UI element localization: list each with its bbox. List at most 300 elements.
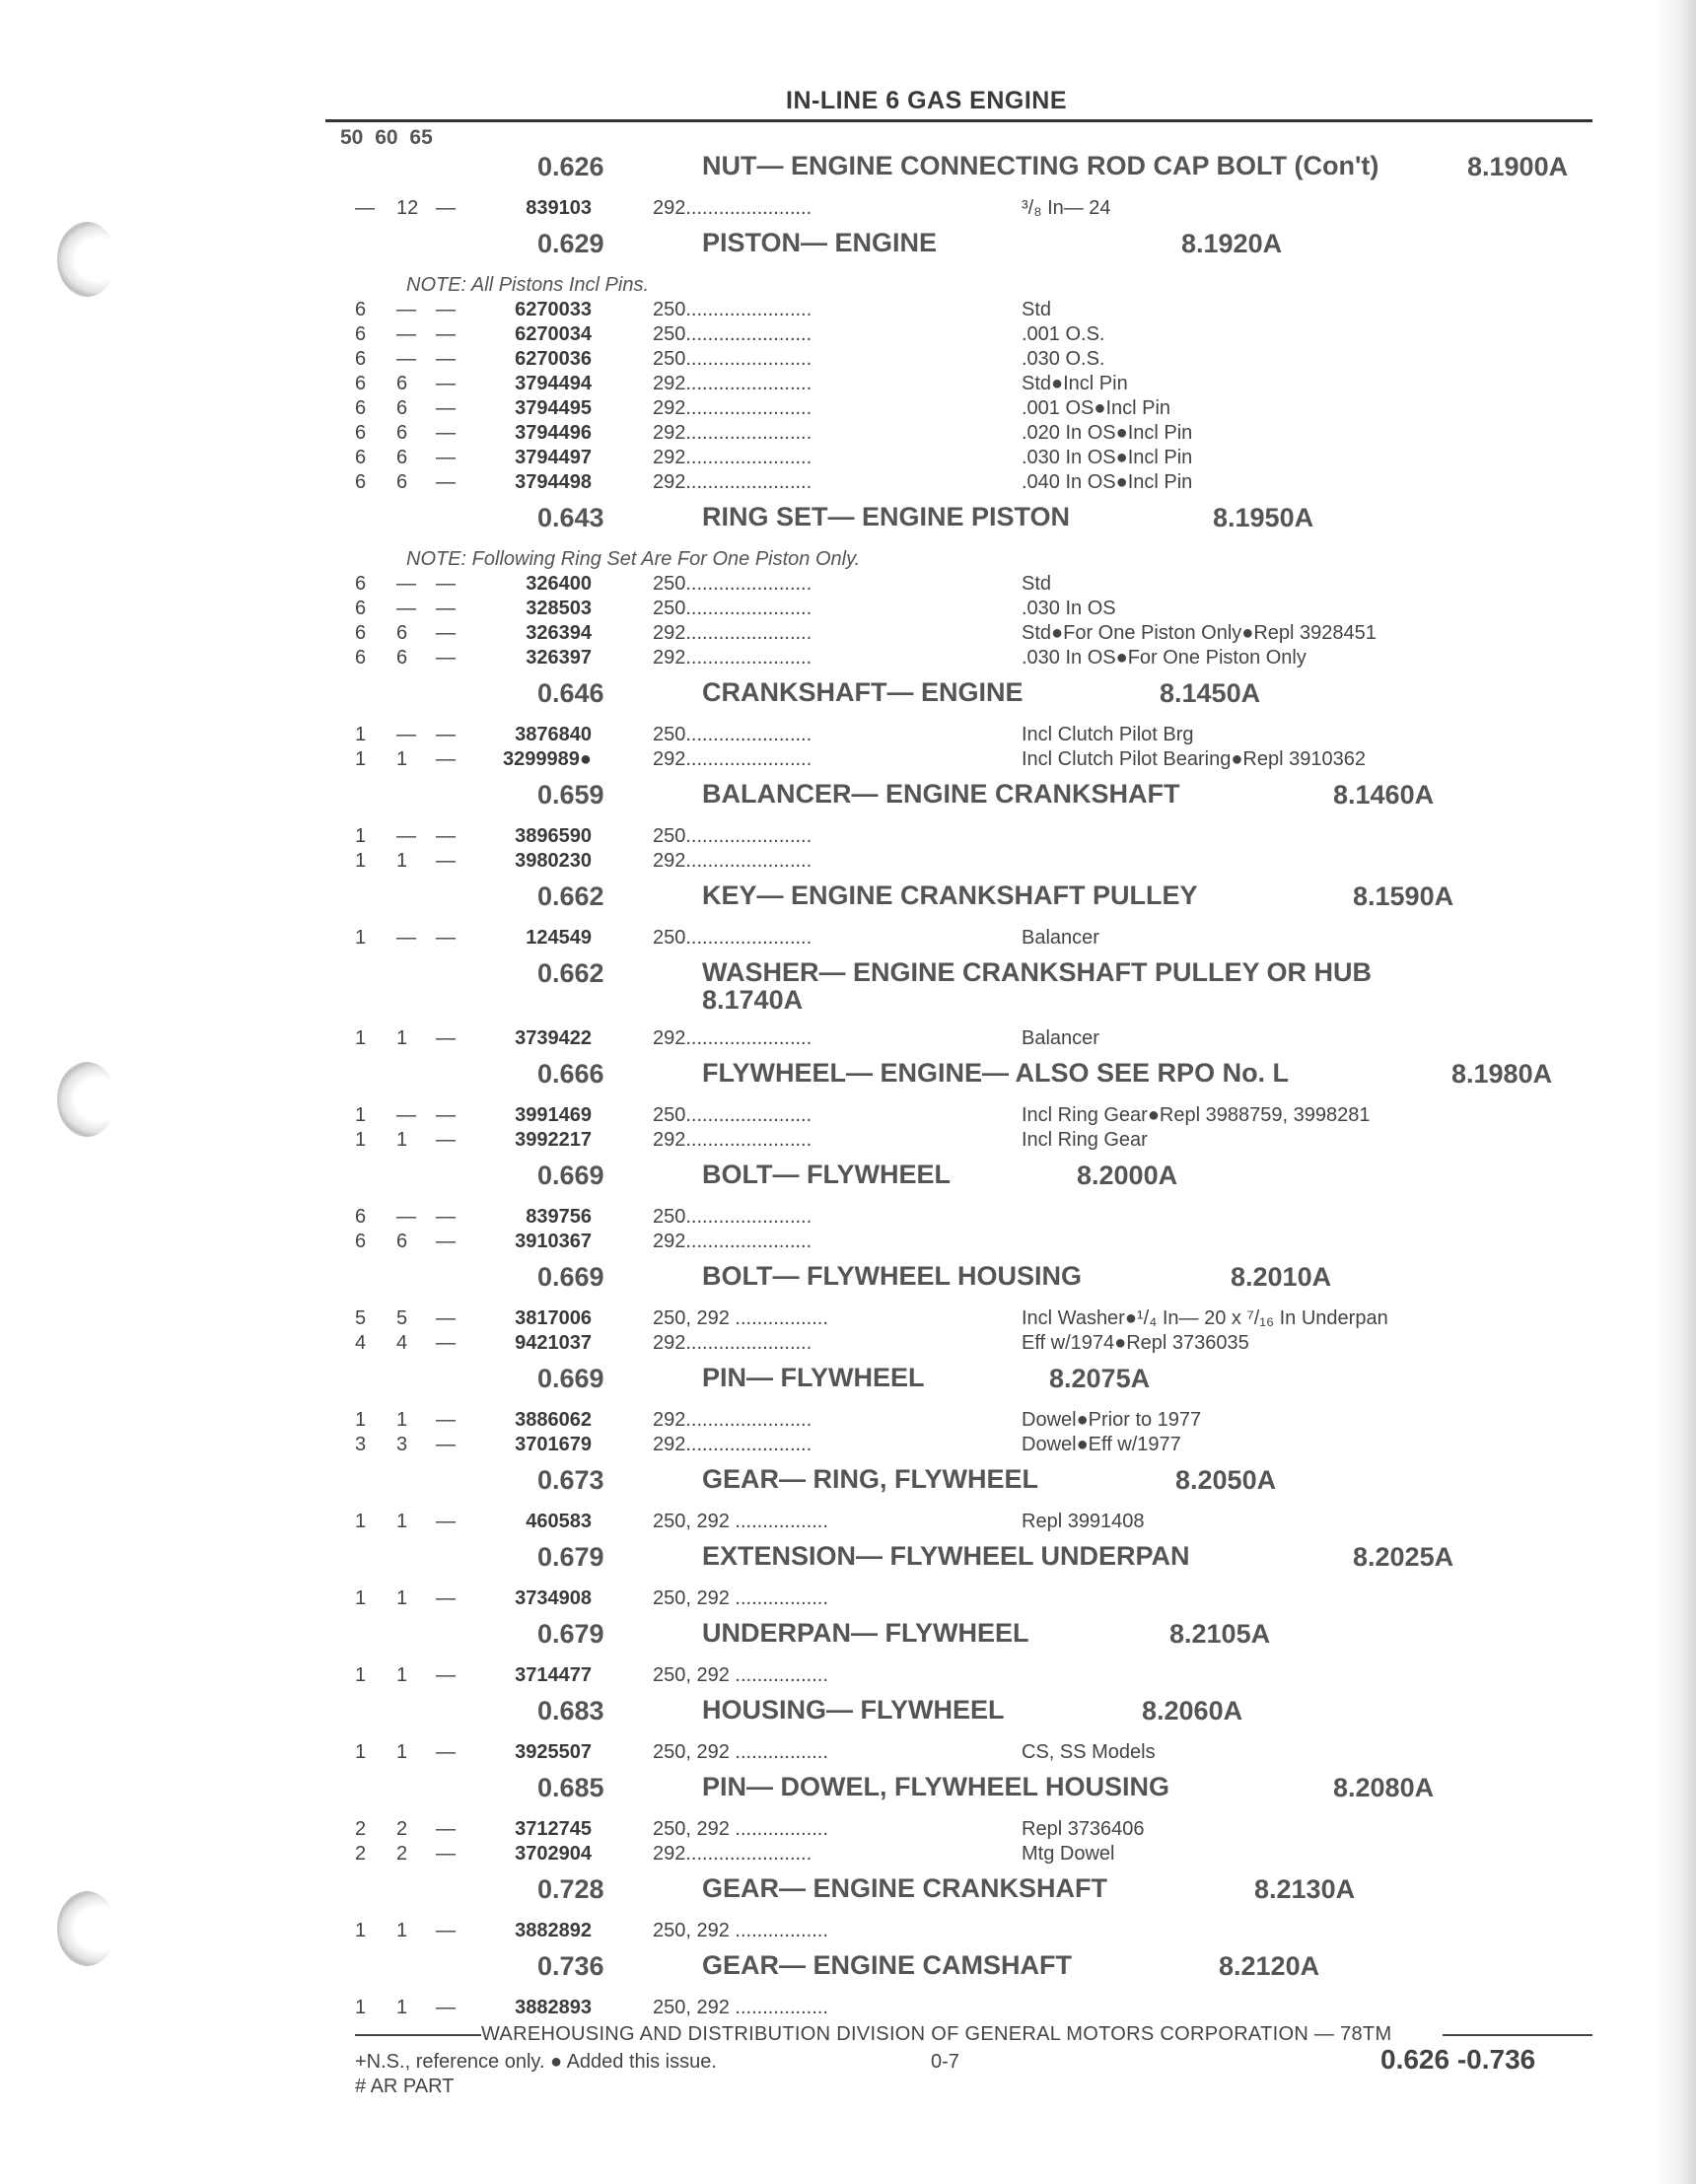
engine-codes: 292....................... <box>653 1231 813 1252</box>
section-code: 0.683 <box>537 1696 604 1726</box>
qty-65: — <box>436 1664 456 1686</box>
section-header <box>0 776 1696 825</box>
engine-codes: 292....................... <box>653 1434 813 1455</box>
engine-codes: 292....................... <box>653 647 813 669</box>
section-ref: 8.2060A <box>1142 1696 1243 1726</box>
part-description: Incl Clutch Pilot Bearing●Repl 3910362 <box>1022 748 1366 770</box>
qty-60: 1 <box>396 748 408 770</box>
qty-65: — <box>436 1997 456 2018</box>
part-description: Incl Ring Gear <box>1022 1129 1148 1151</box>
qty-50: 6 <box>355 647 367 669</box>
engine-codes: 292....................... <box>653 197 813 219</box>
part-number: 3876840 <box>515 724 592 745</box>
section-code: 0.728 <box>537 1874 604 1904</box>
engine-codes: 250....................... <box>653 724 813 745</box>
qty-65: — <box>436 471 456 493</box>
page-number: 0-7 <box>931 2051 959 2073</box>
part-row <box>0 825 1696 850</box>
page-range: 0.626 -0.736 <box>1380 2044 1536 2075</box>
part-row <box>0 1434 1696 1458</box>
section-code: 0.643 <box>537 503 604 532</box>
engine-codes: 250, 292 ................. <box>653 1997 828 2018</box>
engine-codes: 292....................... <box>653 1332 813 1354</box>
qty-60: 5 <box>396 1307 408 1329</box>
engine-codes: 250, 292 ................. <box>653 1587 828 1609</box>
section-header <box>0 878 1696 927</box>
section-title: EXTENSION— FLYWHEEL UNDERPAN <box>702 1541 1190 1571</box>
section-ref: 8.1950A <box>1213 503 1314 532</box>
part-number: 3980230 <box>515 850 592 872</box>
section-code: 0.629 <box>537 229 604 258</box>
part-row <box>0 647 1696 671</box>
engine-codes: 292....................... <box>653 447 813 468</box>
qty-65: — <box>436 197 456 219</box>
qty-50: 1 <box>355 825 367 847</box>
qty-50: 2 <box>355 1843 367 1865</box>
section-code: 0.646 <box>537 678 604 708</box>
section-note: NOTE: All Pistons Incl Pins. <box>406 274 649 296</box>
part-description: .030 O.S. <box>1022 348 1105 370</box>
part-number: 3714477 <box>515 1664 592 1686</box>
qty-65: — <box>436 598 456 619</box>
engine-codes: 292....................... <box>653 1027 813 1049</box>
qty-65: — <box>436 748 456 770</box>
section-ref: 8.2105A <box>1169 1619 1271 1649</box>
section-ref: 8.1460A <box>1333 780 1435 810</box>
part-row <box>0 1818 1696 1843</box>
part-number: 3794497 <box>515 447 592 468</box>
section-title: PISTON— ENGINE <box>702 228 938 257</box>
section-ref: 8.2010A <box>1231 1262 1332 1292</box>
section-ref: 8.1900A <box>1467 152 1569 181</box>
engine-codes: 292....................... <box>653 850 813 872</box>
part-row <box>0 1741 1696 1766</box>
part-row <box>0 1206 1696 1231</box>
part-row <box>0 927 1696 951</box>
qty-60: — <box>396 348 416 370</box>
qty-60: 1 <box>396 1664 408 1686</box>
qty-50: — <box>355 197 375 219</box>
part-description: .030 In OS●For One Piston Only <box>1022 647 1307 669</box>
part-description: CS, SS Models <box>1022 1741 1156 1763</box>
qty-65: — <box>436 1231 456 1252</box>
qty-60: 6 <box>396 1231 408 1252</box>
section-code: 0.669 <box>537 1364 604 1393</box>
qty-50: 4 <box>355 1332 367 1354</box>
qty-60: 1 <box>396 1129 408 1151</box>
section-code: 0.659 <box>537 780 604 810</box>
qty-50: 6 <box>355 422 367 444</box>
section-header <box>0 1692 1696 1741</box>
part-number: 3886062 <box>515 1409 592 1431</box>
part-row <box>0 197 1696 222</box>
qty-65: — <box>436 1511 456 1532</box>
part-row <box>0 850 1696 875</box>
section-ref: 8.2075A <box>1049 1364 1151 1393</box>
qty-65: — <box>436 397 456 419</box>
part-description: .001 OS●Incl Pin <box>1022 397 1171 419</box>
section-ref: 8.1980A <box>1451 1059 1553 1089</box>
qty-60: 1 <box>396 1511 408 1532</box>
part-description: ³/₈ In— 24 <box>1022 197 1111 219</box>
part-description: .030 In OS●Incl Pin <box>1022 447 1193 468</box>
footer-ar-part: # AR PART <box>355 2076 455 2097</box>
qty-60: 3 <box>396 1434 408 1455</box>
qty-50: 1 <box>355 748 367 770</box>
part-description: Dowel●Prior to 1977 <box>1022 1409 1202 1431</box>
qty-60: 2 <box>396 1818 408 1840</box>
qty-60: 1 <box>396 1741 408 1763</box>
part-number: 326394 <box>526 622 592 644</box>
parts-list <box>0 148 1696 2024</box>
qty-60: — <box>396 825 416 847</box>
engine-codes: 250....................... <box>653 348 813 370</box>
qty-60: 1 <box>396 850 408 872</box>
engine-codes: 292....................... <box>653 1843 813 1865</box>
part-row <box>0 1332 1696 1357</box>
engine-codes: 250, 292 ................. <box>653 1307 828 1329</box>
part-row <box>0 471 1696 496</box>
part-number: 6270033 <box>515 299 592 320</box>
qty-50: 1 <box>355 1409 367 1431</box>
qty-60: 1 <box>396 1920 408 1941</box>
part-number: 839103 <box>526 197 592 219</box>
section-title: GEAR— RING, FLYWHEEL <box>702 1464 1039 1494</box>
qty-65: — <box>436 825 456 847</box>
qty-50: 1 <box>355 1027 367 1049</box>
section-header <box>0 1157 1696 1206</box>
part-number: 839756 <box>526 1206 592 1228</box>
qty-60: 6 <box>396 373 408 394</box>
part-row <box>0 1104 1696 1129</box>
part-description: .040 In OS●Incl Pin <box>1022 471 1193 493</box>
engine-codes: 250....................... <box>653 1206 813 1228</box>
qty-50: 6 <box>355 348 367 370</box>
qty-50: 6 <box>355 323 367 345</box>
part-number: 3882893 <box>515 1997 592 2018</box>
qty-65: — <box>436 850 456 872</box>
section-title: BOLT— FLYWHEEL HOUSING <box>702 1261 1083 1291</box>
part-row <box>0 397 1696 422</box>
qty-50: 1 <box>355 1664 367 1686</box>
engine-codes: 250, 292 ................. <box>653 1511 828 1532</box>
section-ref: 8.2000A <box>1077 1161 1178 1190</box>
qty-65: — <box>436 1741 456 1763</box>
part-row <box>0 724 1696 748</box>
part-description: Std●Incl Pin <box>1022 373 1128 394</box>
section-ref: 8.2050A <box>1175 1465 1277 1495</box>
part-description: Balancer <box>1022 927 1099 949</box>
section-title: BOLT— FLYWHEEL <box>702 1160 951 1189</box>
engine-codes: 250, 292 ................. <box>653 1818 828 1840</box>
part-row <box>0 447 1696 471</box>
part-number: 3794494 <box>515 373 592 394</box>
part-number: 3991469 <box>515 1104 592 1126</box>
part-description: Repl 3991408 <box>1022 1511 1145 1532</box>
section-title: BALANCER— ENGINE CRANKSHAFT <box>702 779 1180 809</box>
part-description: Dowel●Eff w/1977 <box>1022 1434 1181 1455</box>
qty-50: 6 <box>355 573 367 595</box>
part-description: Std <box>1022 299 1052 320</box>
footer-rule-left <box>355 2034 481 2036</box>
section-code: 0.662 <box>537 958 604 988</box>
section-title: GEAR— ENGINE CRANKSHAFT <box>702 1873 1108 1903</box>
qty-50: 1 <box>355 1920 367 1941</box>
engine-codes: 250....................... <box>653 299 813 320</box>
section-header <box>0 1258 1696 1307</box>
qty-60: 2 <box>396 1843 408 1865</box>
section-code: 0.666 <box>537 1059 604 1089</box>
part-number: 328503 <box>526 598 592 619</box>
engine-codes: 292....................... <box>653 1129 813 1151</box>
engine-codes: 292....................... <box>653 1409 813 1431</box>
part-number: 3712745 <box>515 1818 592 1840</box>
engine-codes: 292....................... <box>653 397 813 419</box>
qty-50: 1 <box>355 724 367 745</box>
qty-50: 1 <box>355 1129 367 1151</box>
section-ref: 8.2130A <box>1254 1874 1356 1904</box>
section-code: 0.626 <box>537 152 604 181</box>
section-header <box>0 674 1696 724</box>
qty-65: — <box>436 323 456 345</box>
qty-65: — <box>436 1206 456 1228</box>
part-number: 3794496 <box>515 422 592 444</box>
section-code: 0.669 <box>537 1161 604 1190</box>
qty-65: — <box>436 1818 456 1840</box>
qty-60: 6 <box>396 447 408 468</box>
qty-50: 2 <box>355 1818 367 1840</box>
qty-65: — <box>436 647 456 669</box>
qty-60: 12 <box>396 197 419 219</box>
section-ref: 8.1590A <box>1353 881 1454 911</box>
part-description: Mtg Dowel <box>1022 1843 1115 1865</box>
qty-60: 6 <box>396 647 408 669</box>
qty-50: 3 <box>355 1434 367 1455</box>
year-columns-header: 50 60 65 <box>340 126 433 149</box>
qty-65: — <box>436 1129 456 1151</box>
section-header <box>0 1870 1696 1920</box>
part-number: 3794498 <box>515 471 592 493</box>
part-description: Std <box>1022 573 1052 595</box>
qty-50: 1 <box>355 1741 367 1763</box>
section-title: FLYWHEEL— ENGINE— ALSO SEE RPO No. L <box>702 1058 1290 1088</box>
qty-65: — <box>436 1307 456 1329</box>
footer-rule-right <box>1443 2034 1592 2036</box>
section-header <box>0 1360 1696 1409</box>
qty-60: 6 <box>396 397 408 419</box>
qty-50: 1 <box>355 1104 367 1126</box>
section-ref: 8.1920A <box>1181 229 1283 258</box>
section-title: NUT— ENGINE CONNECTING ROD CAP BOLT (Con't) <box>702 151 1379 180</box>
part-number: 3739422 <box>515 1027 592 1049</box>
part-number: 3701679 <box>515 1434 592 1455</box>
qty-50: 6 <box>355 299 367 320</box>
section-title: CRANKSHAFT— ENGINE <box>702 677 1024 707</box>
qty-50: 6 <box>355 622 367 644</box>
part-row <box>0 598 1696 622</box>
qty-60: — <box>396 1206 416 1228</box>
qty-60: 1 <box>396 1027 408 1049</box>
qty-65: — <box>436 1027 456 1049</box>
part-row <box>0 323 1696 348</box>
section-code: 0.662 <box>537 881 604 911</box>
part-row <box>0 1587 1696 1612</box>
engine-codes: 250....................... <box>653 1104 813 1126</box>
part-row <box>0 348 1696 373</box>
part-number: 3992217 <box>515 1129 592 1151</box>
part-description: Std●For One Piston Only●Repl 3928451 <box>1022 622 1377 644</box>
section-title: RING SET— ENGINE PISTON <box>702 502 1071 531</box>
part-description: .001 O.S. <box>1022 323 1105 345</box>
part-row <box>0 1409 1696 1434</box>
engine-codes: 250, 292 ................. <box>653 1741 828 1763</box>
engine-codes: 250....................... <box>653 573 813 595</box>
part-description: Incl Clutch Pilot Brg <box>1022 724 1194 745</box>
qty-65: — <box>436 622 456 644</box>
part-number: 9421037 <box>515 1332 592 1354</box>
qty-65: — <box>436 1434 456 1455</box>
qty-50: 1 <box>355 927 367 949</box>
engine-codes: 250, 292 ................. <box>653 1920 828 1941</box>
section-code: 0.736 <box>537 1951 604 1981</box>
section-title: UNDERPAN— FLYWHEEL <box>702 1618 1029 1648</box>
section-header <box>0 1055 1696 1104</box>
qty-65: — <box>436 373 456 394</box>
qty-65: — <box>436 299 456 320</box>
engine-codes: 292....................... <box>653 373 813 394</box>
part-row <box>0 1027 1696 1052</box>
qty-60: 1 <box>396 1409 408 1431</box>
qty-60: 1 <box>396 1587 408 1609</box>
part-number: 3734908 <box>515 1587 592 1609</box>
qty-60: — <box>396 573 416 595</box>
footer-legend: +N.S., reference only. ● Added this issue. <box>355 2051 717 2073</box>
qty-60: 6 <box>396 422 408 444</box>
section-note: NOTE: Following Ring Set Are For One Piston Only. <box>406 548 861 570</box>
part-description: Balancer <box>1022 1027 1099 1049</box>
qty-50: 1 <box>355 1511 367 1532</box>
part-description: Incl Ring Gear●Repl 3988759, 3998281 <box>1022 1104 1371 1126</box>
section-header <box>0 499 1696 548</box>
qty-65: — <box>436 1843 456 1865</box>
part-row <box>0 1843 1696 1867</box>
section-ref: 8.2120A <box>1219 1951 1320 1981</box>
section-header <box>0 1461 1696 1511</box>
section-header <box>0 1538 1696 1587</box>
part-description: Eff w/1974●Repl 3736035 <box>1022 1332 1249 1354</box>
engine-codes: 250....................... <box>653 825 813 847</box>
qty-60: — <box>396 724 416 745</box>
part-number: 3896590 <box>515 825 592 847</box>
part-row <box>0 1231 1696 1255</box>
section-title: PIN— DOWEL, FLYWHEEL HOUSING <box>702 1772 1170 1801</box>
qty-60: — <box>396 927 416 949</box>
part-row <box>0 748 1696 773</box>
part-description: .030 In OS <box>1022 598 1116 619</box>
engine-codes: 250....................... <box>653 598 813 619</box>
section-code: 0.685 <box>537 1773 604 1802</box>
part-description: .020 In OS●Incl Pin <box>1022 422 1193 444</box>
part-row <box>0 1511 1696 1535</box>
section-code: 0.679 <box>537 1619 604 1649</box>
qty-50: 6 <box>355 598 367 619</box>
section-ref: 8.1450A <box>1160 678 1261 708</box>
qty-60: 6 <box>396 622 408 644</box>
qty-50: 6 <box>355 471 367 493</box>
section-title: KEY— ENGINE CRANKSHAFT PULLEY <box>702 881 1198 910</box>
engine-codes: 250, 292 ................. <box>653 1664 828 1686</box>
qty-50: 1 <box>355 1587 367 1609</box>
part-row <box>0 1307 1696 1332</box>
part-row <box>0 422 1696 447</box>
qty-65: — <box>436 724 456 745</box>
part-number: 3817006 <box>515 1307 592 1329</box>
part-row <box>0 622 1696 647</box>
part-number: 3910367 <box>515 1231 592 1252</box>
qty-65: — <box>436 1332 456 1354</box>
section-title: WASHER— ENGINE CRANKSHAFT PULLEY OR HUB 8.1740A <box>702 957 1373 1015</box>
part-row <box>0 373 1696 397</box>
section-ref: 8.2080A <box>1333 1773 1435 1802</box>
qty-65: — <box>436 927 456 949</box>
qty-60: — <box>396 323 416 345</box>
part-number: 326397 <box>526 647 592 669</box>
section-header <box>0 225 1696 274</box>
qty-60: 1 <box>396 1997 408 2018</box>
part-description: Incl Washer●¹/₄ In— 20 x ⁷/₁₆ In Underpan <box>1022 1307 1388 1329</box>
engine-codes: 292....................... <box>653 622 813 644</box>
part-number: 3882892 <box>515 1920 592 1941</box>
qty-65: — <box>436 422 456 444</box>
part-number: 6270036 <box>515 348 592 370</box>
section-title: GEAR— ENGINE CAMSHAFT <box>702 1950 1073 1980</box>
qty-50: 5 <box>355 1307 367 1329</box>
section-header <box>0 1769 1696 1818</box>
page-title: IN-LINE 6 GAS ENGINE <box>786 87 1068 114</box>
qty-50: 1 <box>355 1997 367 2018</box>
part-description: Repl 3736406 <box>1022 1818 1145 1840</box>
section-header <box>0 148 1696 197</box>
engine-codes: 292....................... <box>653 748 813 770</box>
part-row <box>0 1664 1696 1689</box>
footer-division: WAREHOUSING AND DISTRIBUTION DIVISION OF GENERAL MOTORS CORPORATION — 78TM <box>481 2023 1392 2045</box>
section-title: PIN— FLYWHEEL <box>702 1363 925 1392</box>
qty-65: — <box>436 1104 456 1126</box>
part-number: 326400 <box>526 573 592 595</box>
qty-65: — <box>436 1920 456 1941</box>
qty-60: — <box>396 1104 416 1126</box>
qty-50: 6 <box>355 397 367 419</box>
section-ref: 8.2025A <box>1353 1542 1454 1572</box>
part-number: 3925507 <box>515 1741 592 1763</box>
part-number: 6270034 <box>515 323 592 345</box>
engine-codes: 292....................... <box>653 471 813 493</box>
qty-65: — <box>436 348 456 370</box>
qty-50: 6 <box>355 1231 367 1252</box>
qty-65: — <box>436 573 456 595</box>
part-number: 3702904 <box>515 1843 592 1865</box>
section-header <box>0 954 1696 1027</box>
section-code: 0.679 <box>537 1542 604 1572</box>
section-header <box>0 1615 1696 1664</box>
part-number: 124549 <box>526 927 592 949</box>
section-header <box>0 1947 1696 1997</box>
qty-50: 6 <box>355 1206 367 1228</box>
engine-codes: 292....................... <box>653 422 813 444</box>
part-row <box>0 1129 1696 1154</box>
section-code: 0.673 <box>537 1465 604 1495</box>
part-row <box>0 1997 1696 2021</box>
